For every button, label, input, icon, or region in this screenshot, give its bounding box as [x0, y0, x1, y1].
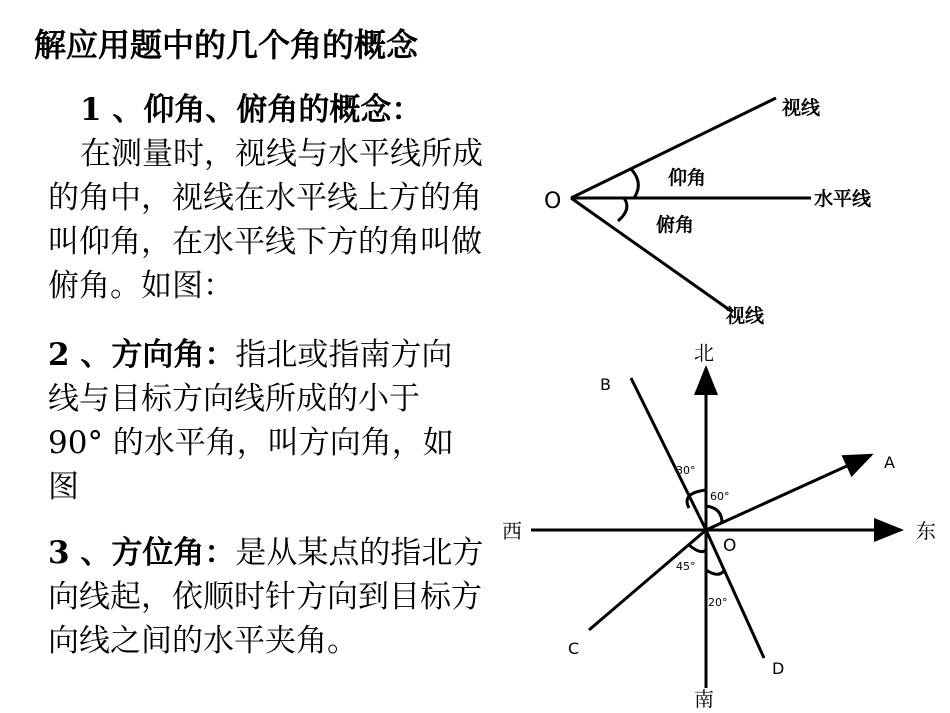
elevation-depression-diagram	[536, 86, 916, 336]
depression-angle-arc	[618, 198, 627, 221]
section-bearing-angle	[48, 531, 488, 663]
label-east: 东	[916, 519, 936, 543]
section-direction-angle	[48, 333, 468, 509]
section3-body: 是从某点的指北方向线起，依顺时针方向到目标方向线之间的水平夹角。	[48, 535, 484, 659]
label-north: 北	[694, 341, 714, 365]
label-angle-30: 30°	[676, 464, 696, 477]
line-b	[631, 378, 706, 530]
section3-heading: 3 、方位角：	[48, 535, 236, 571]
direction-angle-diagram	[496, 338, 946, 710]
section2-body: 指北或指南方向线与目标方向线所成的小于 90° 的水平角，叫方向角，如图	[48, 337, 454, 505]
section2-heading: 2 、方向角：	[48, 337, 236, 373]
label-south: 南	[694, 687, 714, 710]
line-c	[589, 530, 706, 630]
label-b: B	[600, 375, 611, 394]
arc-20	[706, 570, 724, 574]
arc-45	[689, 545, 706, 552]
label-angle-20: 20°	[708, 596, 728, 609]
sight-line-lower	[571, 198, 731, 311]
section1-body: 在测量时，视线与水平线所成的角中，视线在水平线上方的角叫仰角，在水平线下方的角叫做俯角。如图：	[48, 136, 483, 304]
label-angle-45: 45°	[676, 560, 696, 573]
diagram1-sight-lower-label: 视线	[726, 305, 765, 327]
label-origin: O	[723, 536, 737, 556]
diagram1-horizontal-label: 水平线	[814, 188, 872, 210]
label-west: 西	[502, 519, 522, 543]
diagram1-sight-upper-label: 视线	[782, 97, 821, 119]
label-d: D	[772, 659, 785, 678]
diagram1-depression-label: 俯角	[656, 214, 695, 236]
label-c: C	[568, 639, 580, 658]
label-angle-60: 60°	[710, 490, 730, 503]
label-a: A	[884, 453, 895, 472]
ray-oa	[706, 455, 871, 530]
elevation-angle-arc	[631, 169, 638, 198]
diagram1-origin: O	[544, 189, 562, 214]
diagram1-elevation-label: 仰角	[668, 167, 707, 189]
section1-heading: 1 、仰角、俯角的概念：	[80, 92, 423, 128]
page-title: 解应用题中的几个角的概念	[34, 26, 419, 64]
arc-60	[706, 506, 722, 523]
section-elevation-depression	[48, 88, 504, 308]
